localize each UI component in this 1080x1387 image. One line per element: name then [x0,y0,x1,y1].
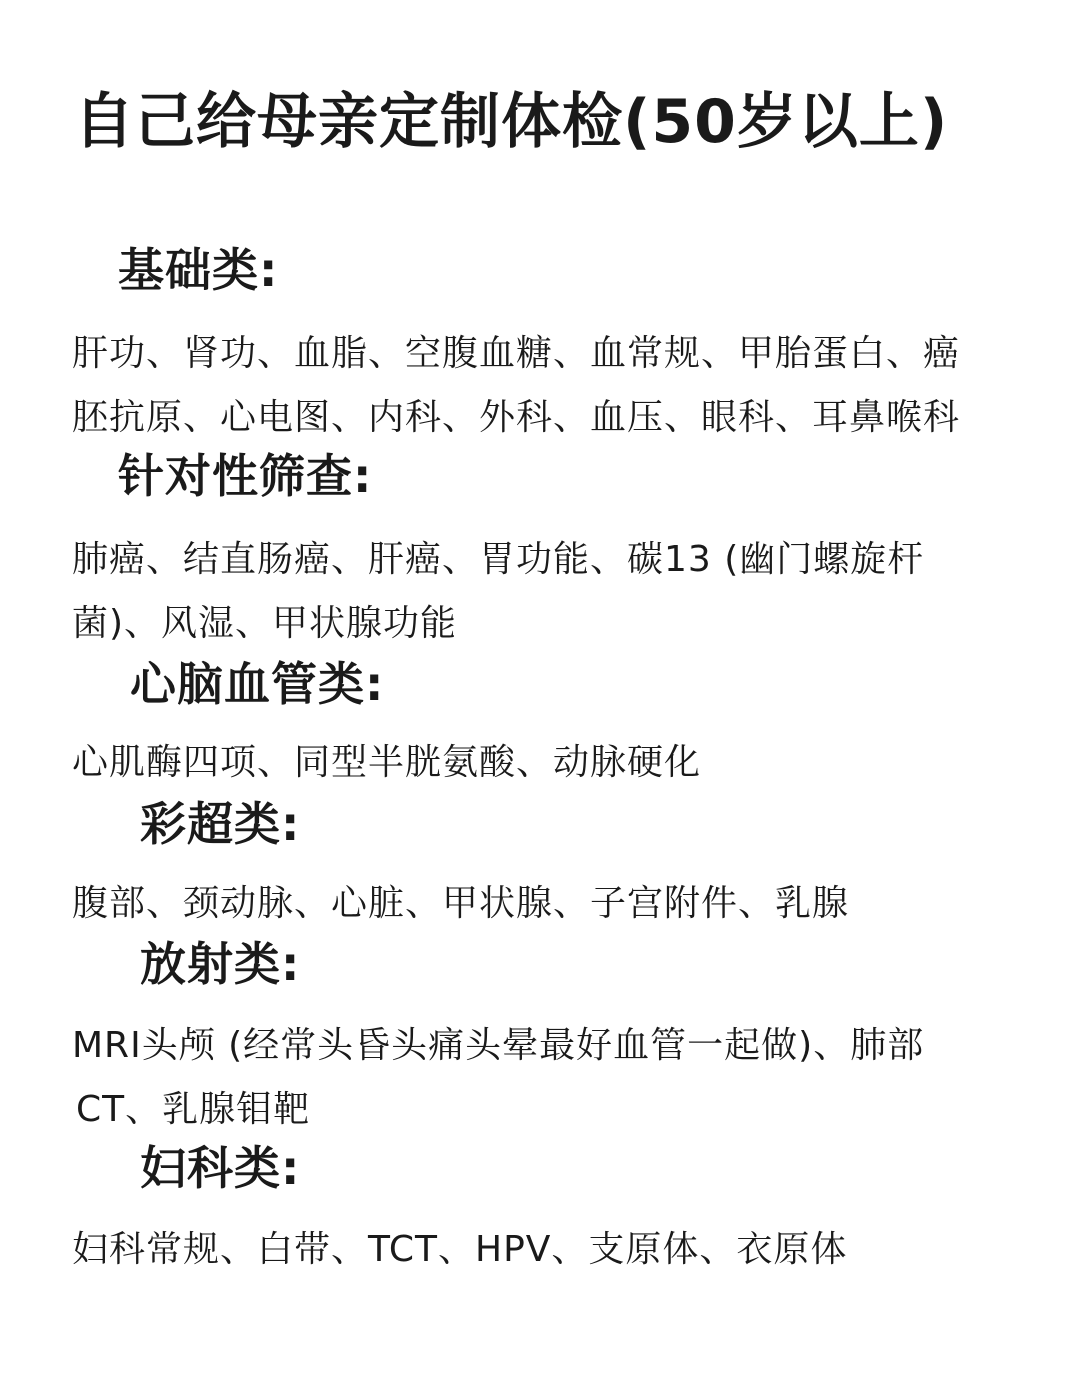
text-line: 腹部、颈动脉、心脏、甲状腺、子宫附件、乳腺 [72,883,850,924]
section-text-basic [72,322,960,450]
section-heading-screening: 针对性筛查: [118,449,373,503]
section-heading-radiology: 放射类: [140,937,301,991]
text-line: 菌)、风湿、甲状腺功能 [72,603,458,644]
section-text-ultrasound [72,872,849,936]
text-line: 妇科常规、白带、TCT、HPV、支原体、衣原体 [72,1229,848,1270]
section-text-radiology [72,1014,924,1142]
text-line: MRI头颅 (经常头昏头痛头晕最好血管一起做)、肺部 [72,1025,925,1066]
text-line: 心肌酶四项、同型半胱氨酸、动脉硬化 [72,742,702,783]
page-title: 自己给母亲定制体检(50岁以上) [74,87,949,157]
section-text-cardiovascular [72,731,701,795]
section-heading-ultrasound: 彩超类: [140,797,301,851]
text-line: 肺癌、结直肠癌、肝癌、胃功能、碳13 (幽门螺旋杆 [72,539,925,580]
text-line: CT、乳腺钼靶 [76,1089,311,1130]
section-heading-cardiovascular: 心脑血管类: [130,657,385,711]
section-heading-basic: 基础类: [118,243,279,297]
text-line: 肝功、肾功、血脂、空腹血糖、血常规、甲胎蛋白、癌 [72,333,961,374]
text-line: 胚抗原、心电图、内科、外科、血压、眼科、耳鼻喉科 [72,397,961,438]
section-text-screening [72,528,924,656]
section-text-gynecology [72,1218,847,1282]
section-heading-gynecology: 妇科类: [140,1141,301,1195]
